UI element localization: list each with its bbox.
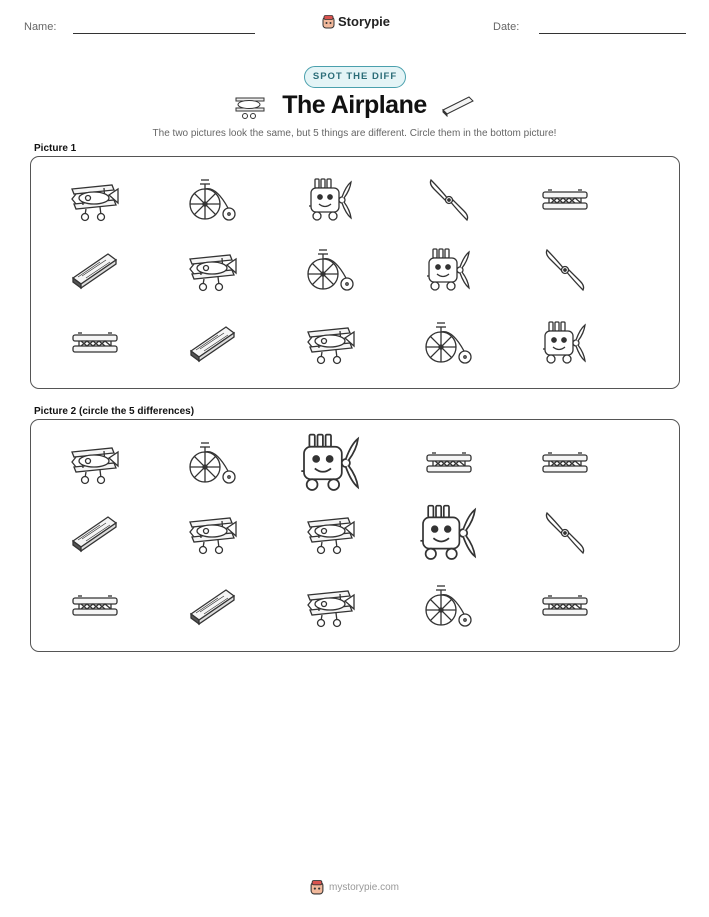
penny-farthing-icon[interactable]	[414, 575, 484, 637]
worksheet-title: The Airplane	[282, 91, 427, 119]
toy-engine-icon[interactable]	[414, 502, 484, 564]
biplane-icon[interactable]	[296, 575, 366, 637]
spot-the-diff-badge: SPOT THE DIFF	[304, 66, 406, 88]
propeller-icon	[414, 169, 484, 231]
wood-plank-icon	[60, 239, 130, 301]
biplane-icon	[296, 312, 366, 374]
date-label: Date:	[493, 21, 520, 33]
propeller-icon[interactable]	[530, 502, 600, 564]
wing-icon[interactable]	[530, 432, 600, 494]
wing-icon[interactable]	[60, 575, 130, 637]
toy-engine-icon	[296, 169, 366, 231]
wing-icon	[530, 169, 600, 231]
picture-1-panel	[30, 156, 680, 389]
wood-plank-icon[interactable]	[60, 502, 130, 564]
wing-icon[interactable]	[530, 575, 600, 637]
wood-plank-icon	[178, 312, 248, 374]
wood-plank-icon	[441, 95, 475, 117]
biplane-icon	[234, 92, 268, 120]
brand-name: Storypie	[338, 14, 391, 29]
toy-engine-icon[interactable]	[296, 432, 366, 494]
mascot-icon	[310, 880, 324, 895]
instructions: The two pictures look the same, but 5 things are different. Circle them in the bottom picture!	[152, 128, 557, 139]
penny-farthing-icon	[178, 169, 248, 231]
toy-engine-icon	[530, 312, 600, 374]
picture-2-panel[interactable]	[30, 419, 680, 652]
name-line[interactable]	[73, 33, 255, 34]
wing-icon	[60, 312, 130, 374]
penny-farthing-icon[interactable]	[178, 432, 248, 494]
biplane-icon[interactable]	[296, 502, 366, 564]
footer	[0, 880, 709, 895]
biplane-icon[interactable]	[60, 432, 130, 494]
penny-farthing-icon	[296, 239, 366, 301]
toy-engine-icon	[414, 239, 484, 301]
biplane-icon	[60, 169, 130, 231]
propeller-icon	[530, 239, 600, 301]
title-row	[0, 91, 709, 120]
picture-1-label: Picture 1	[34, 143, 77, 154]
penny-farthing-icon	[414, 312, 484, 374]
biplane-icon[interactable]	[178, 502, 248, 564]
name-label: Name:	[24, 21, 57, 33]
biplane-icon	[178, 239, 248, 301]
date-line[interactable]	[539, 33, 686, 34]
storypie-logo	[322, 14, 390, 29]
wood-plank-icon[interactable]	[178, 575, 248, 637]
mascot-icon	[322, 15, 335, 29]
wing-icon[interactable]	[414, 432, 484, 494]
picture-2-label: Picture 2 (circle the 5 differences)	[34, 406, 195, 417]
footer-url: mystorypie.com	[328, 882, 399, 893]
